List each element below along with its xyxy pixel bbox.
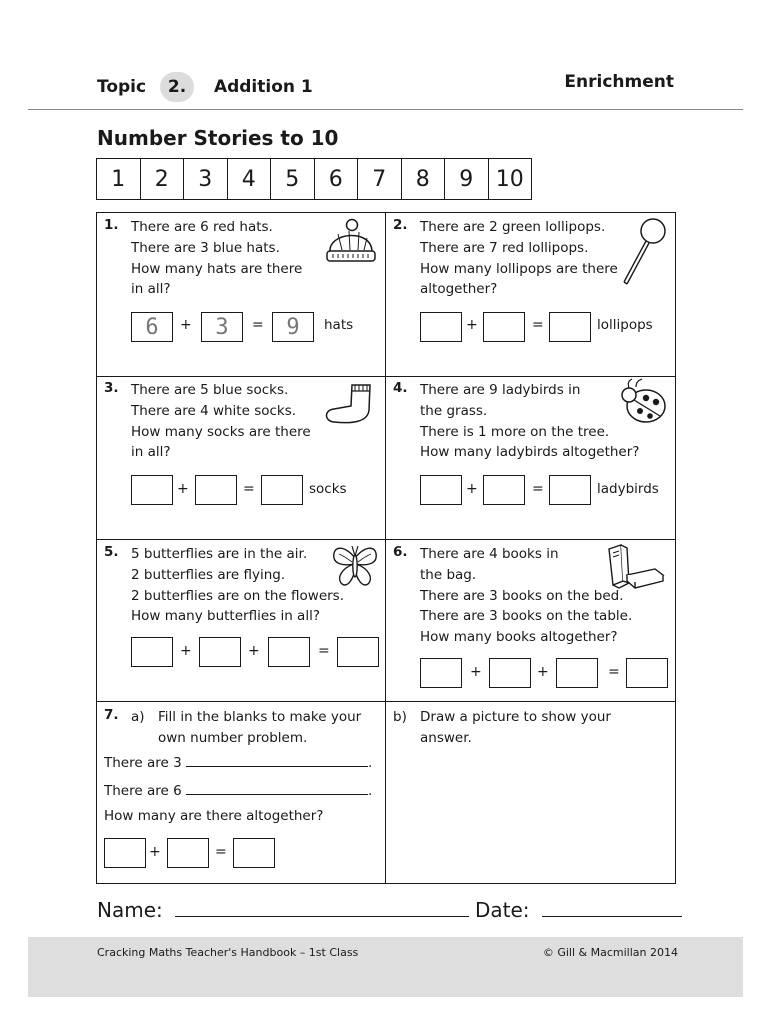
equals-sign: = xyxy=(243,481,255,497)
question-6-text: There are 4 books in the bag. There are 3 books on the bed. There are 3 books on the table. How many books altogether? xyxy=(420,546,633,646)
question-3-text: There are 5 blue socks. There are 4 white socks. How many socks are there in all? xyxy=(131,382,311,461)
topic-name: Addition 1 xyxy=(213,77,313,97)
equals-sign: = xyxy=(318,643,330,659)
question-4-text: There are 9 ladybirds in the grass. There is 1 more on the tree. How many ladybirds altogether? xyxy=(420,382,640,461)
equals-sign: = xyxy=(532,481,544,497)
answer-box[interactable] xyxy=(167,838,209,868)
footer-copyright: © Gill & Macmillan 2014 xyxy=(542,946,678,959)
answer-box[interactable] xyxy=(483,312,525,342)
question-7b-text: Draw a picture to show your answer. xyxy=(420,709,611,746)
number-cell: 3 xyxy=(184,159,228,199)
answer-box[interactable] xyxy=(489,658,531,688)
plus-sign: + xyxy=(466,481,478,497)
equals-sign: = xyxy=(532,317,544,333)
question-4-number: 4. xyxy=(393,380,408,396)
plus-sign: + xyxy=(537,664,549,680)
grid-column-divider xyxy=(385,212,386,883)
number-cell: 4 xyxy=(228,159,272,199)
answer-box[interactable]: 3 xyxy=(201,312,243,342)
answer-box[interactable] xyxy=(626,658,668,688)
question-2-text: There are 2 green lollipops. There are 7 red lollipops. How many lollipops are there altogether? xyxy=(420,219,618,298)
category-label: Enrichment xyxy=(564,72,674,92)
answer-box[interactable] xyxy=(420,475,462,505)
name-row xyxy=(97,898,469,922)
answer-box[interactable]: 9 xyxy=(272,312,314,342)
answer-box[interactable] xyxy=(199,637,241,667)
number-cell: 2 xyxy=(141,159,185,199)
plus-sign: + xyxy=(248,643,260,659)
hat-icon xyxy=(322,218,378,264)
plus-sign: + xyxy=(180,643,192,659)
header-divider xyxy=(28,109,743,110)
equals-sign: = xyxy=(215,844,227,860)
answer-box[interactable] xyxy=(549,475,591,505)
number-cell: 6 xyxy=(315,159,359,199)
unit-label: lollipops xyxy=(597,317,653,333)
number-cell: 8 xyxy=(402,159,446,199)
answer-box[interactable] xyxy=(337,637,379,667)
grid-row-divider xyxy=(96,539,675,540)
equals-sign: = xyxy=(252,317,264,333)
books-icon xyxy=(605,543,667,591)
question-7-prompt: How many are there altogether? xyxy=(104,808,324,824)
question-5-text: 5 butterflies are in the air. 2 butterflies are flying. 2 butterflies are on the flowers. How many butterflies in all? xyxy=(131,546,344,625)
butterfly-icon xyxy=(330,542,380,588)
question-7-number: 7. xyxy=(104,707,119,723)
answer-box[interactable]: 6 xyxy=(131,312,173,342)
page-title: Number Stories to 10 xyxy=(97,126,339,150)
topic-number: 2. xyxy=(160,72,194,102)
grid-row-divider xyxy=(96,701,675,702)
plus-sign: + xyxy=(466,317,478,333)
unit-label: socks xyxy=(309,481,347,497)
drawing-area[interactable] xyxy=(388,750,672,880)
answer-box[interactable] xyxy=(233,838,275,868)
number-cell: 1 xyxy=(97,159,141,199)
blank-sentence-1: There are 3 . xyxy=(104,752,372,774)
plus-sign: + xyxy=(149,844,161,860)
answer-box[interactable] xyxy=(131,637,173,667)
question-1-text: There are 6 red hats. There are 3 blue hats. How many hats are there in all? xyxy=(131,219,303,298)
answer-box[interactable] xyxy=(268,637,310,667)
fill-blank-line[interactable] xyxy=(186,752,368,767)
grid-row-divider xyxy=(96,376,675,377)
answer-box[interactable] xyxy=(261,475,303,505)
footer-book-title: Cracking Maths Teacher's Handbook – 1st Class xyxy=(97,946,359,959)
topic-header xyxy=(97,72,313,102)
answer-box[interactable] xyxy=(556,658,598,688)
topic-label: Topic xyxy=(97,77,147,97)
question-5-number: 5. xyxy=(104,544,119,560)
answer-box[interactable] xyxy=(420,658,462,688)
number-line xyxy=(96,158,532,200)
sock-icon xyxy=(322,382,376,426)
date-row xyxy=(475,898,682,922)
question-1-number: 1. xyxy=(104,217,119,233)
lollipop-icon xyxy=(620,216,670,286)
answer-box[interactable] xyxy=(483,475,525,505)
unit-label: ladybirds xyxy=(597,481,659,497)
number-cell: 10 xyxy=(495,166,524,192)
question-7a-text: Fill in the blanks to make your own number problem. xyxy=(158,709,362,746)
name-line[interactable] xyxy=(175,898,469,917)
question-2-number: 2. xyxy=(393,217,408,233)
plus-sign: + xyxy=(470,664,482,680)
answer-box[interactable] xyxy=(420,312,462,342)
question-3-number: 3. xyxy=(104,380,119,396)
answer-box[interactable] xyxy=(195,475,237,505)
ladybird-icon xyxy=(616,378,668,426)
question-7a-label: a) xyxy=(131,709,145,725)
answer-box[interactable] xyxy=(104,838,146,868)
date-label: Date: xyxy=(475,898,530,922)
number-cell: 9 xyxy=(445,159,489,199)
name-label: Name: xyxy=(97,898,163,922)
number-cell: 5 xyxy=(271,159,315,199)
question-6-number: 6. xyxy=(393,544,408,560)
blank-sentence-2: There are 6 . xyxy=(104,780,372,802)
question-7b-label: b) xyxy=(393,709,407,725)
answer-box[interactable] xyxy=(131,475,173,505)
plus-sign: + xyxy=(177,481,189,497)
date-line[interactable] xyxy=(542,898,682,917)
fill-blank-line[interactable] xyxy=(186,780,368,795)
equals-sign: = xyxy=(608,664,620,680)
answer-box[interactable] xyxy=(549,312,591,342)
plus-sign: + xyxy=(180,317,192,333)
number-cell: 7 xyxy=(358,159,402,199)
unit-label: hats xyxy=(324,317,354,333)
